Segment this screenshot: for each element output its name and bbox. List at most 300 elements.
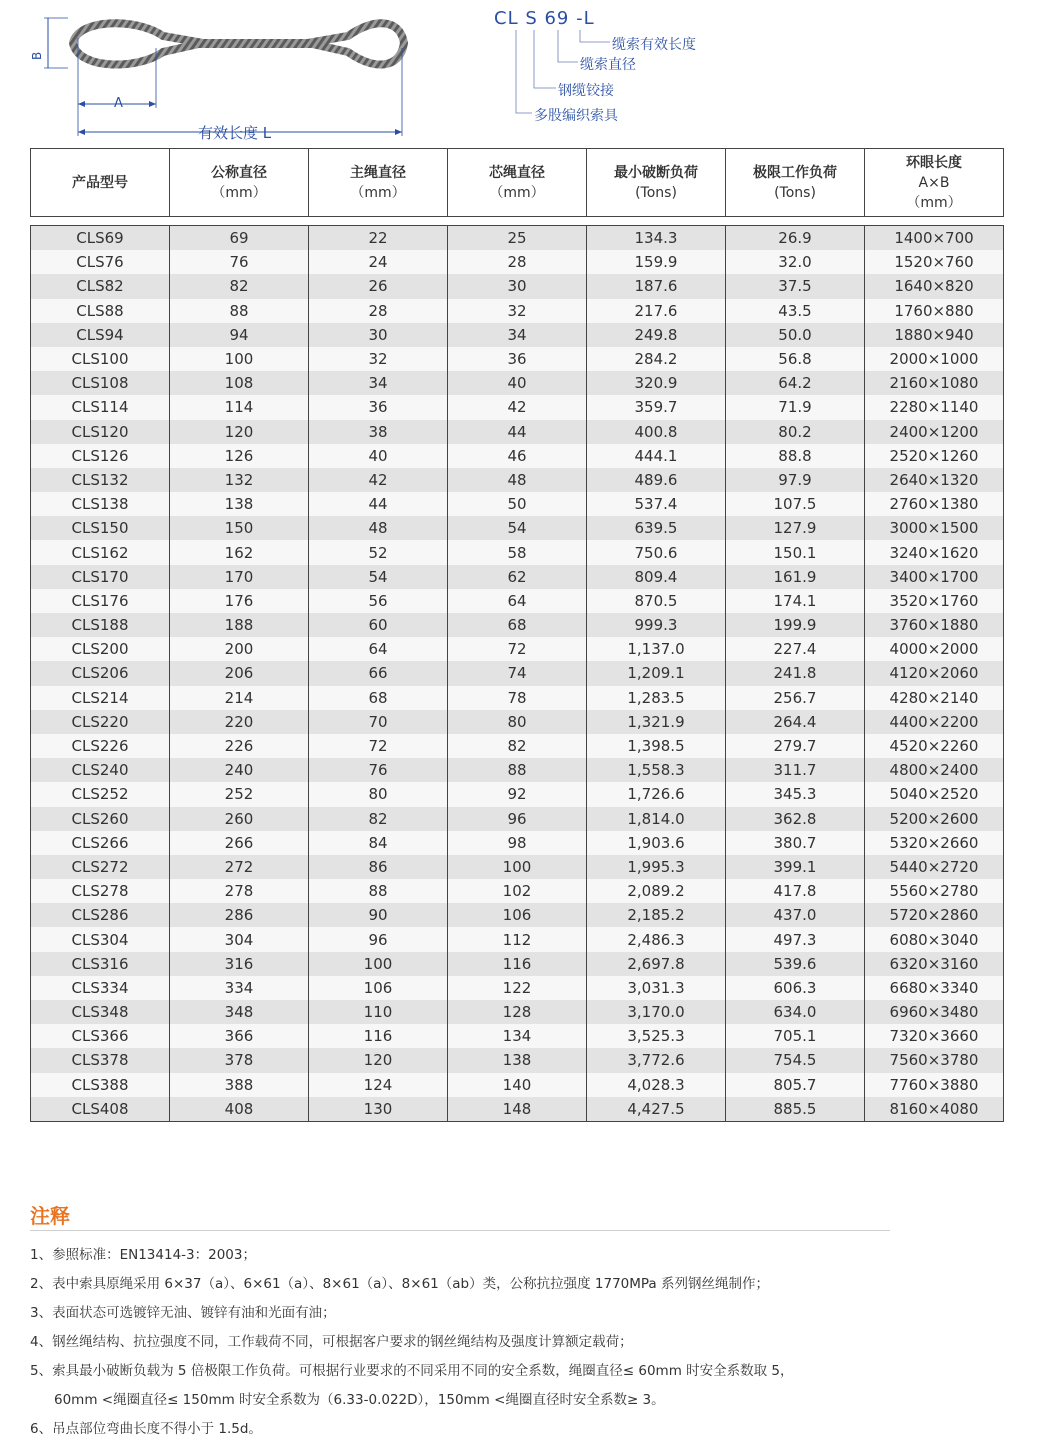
table-cell: CLS100 — [31, 347, 170, 371]
table-row — [31, 637, 1004, 661]
table-row — [31, 1048, 1004, 1072]
table-cell: 127.9 — [726, 516, 865, 540]
table-cell: 42 — [309, 468, 448, 492]
table-cell: 7320×3660 — [865, 1024, 1004, 1048]
table-cell: 43.5 — [726, 299, 865, 323]
table-row — [31, 879, 1004, 903]
table-cell: 54 — [448, 516, 587, 540]
table-cell: 48 — [309, 516, 448, 540]
table-cell: 34 — [448, 323, 587, 347]
table-cell: CLS94 — [31, 323, 170, 347]
table-cell: 134.3 — [587, 226, 726, 251]
table-cell: 37.5 — [726, 274, 865, 298]
table-cell: 82 — [309, 807, 448, 831]
table-cell: 97.9 — [726, 468, 865, 492]
legend-item-braided-sling: 多股编织索具 — [534, 108, 618, 124]
model-code: CL S 69 -L — [494, 8, 595, 29]
table-cell: 46 — [448, 444, 587, 468]
table-cell: 226 — [170, 734, 309, 758]
note-item-continuation: 60mm <绳圈直径≤ 150mm 时安全系数为（6.33-0.022D），150mm <绳圈直径时安全系数≥ 3。 — [54, 1392, 665, 1408]
table-cell: 870.5 — [587, 589, 726, 613]
table-cell: 334 — [170, 976, 309, 1000]
table-cell: 1880×940 — [865, 323, 1004, 347]
table-cell: 108 — [170, 371, 309, 395]
table-row — [31, 347, 1004, 371]
table-cell: CLS82 — [31, 274, 170, 298]
table-cell: 84 — [309, 831, 448, 855]
table-cell: CLS378 — [31, 1048, 170, 1072]
table-row — [31, 299, 1004, 323]
table-cell: 220 — [170, 710, 309, 734]
table-cell: 1640×820 — [865, 274, 1004, 298]
table-cell: 2000×1000 — [865, 347, 1004, 371]
table-cell: 112 — [448, 927, 587, 951]
table-cell: 200 — [170, 637, 309, 661]
table-cell: 100 — [309, 952, 448, 976]
table-cell: 2520×1260 — [865, 444, 1004, 468]
table-cell: 116 — [309, 1024, 448, 1048]
header-eye-length: 环眼长度 A×B （mm） — [865, 149, 1004, 217]
table-cell: 1,558.3 — [587, 758, 726, 782]
table-cell: CLS334 — [31, 976, 170, 1000]
table-cell: 1,398.5 — [587, 734, 726, 758]
table-cell: 52 — [309, 540, 448, 564]
table-cell: 5040×2520 — [865, 782, 1004, 806]
table-cell: 100 — [448, 855, 587, 879]
table-cell: 40 — [448, 371, 587, 395]
table-row — [31, 371, 1004, 395]
table-row — [31, 250, 1004, 274]
table-cell: 6320×3160 — [865, 952, 1004, 976]
table-cell: 388 — [170, 1073, 309, 1097]
table-cell: 279.7 — [726, 734, 865, 758]
table-row — [31, 686, 1004, 710]
table-cell: 2160×1080 — [865, 371, 1004, 395]
table-row — [31, 589, 1004, 613]
table-cell: 64 — [448, 589, 587, 613]
table-cell: 240 — [170, 758, 309, 782]
table-cell: 174.1 — [726, 589, 865, 613]
table-cell: 62 — [448, 565, 587, 589]
table-cell: 130 — [309, 1097, 448, 1122]
table-cell: CLS252 — [31, 782, 170, 806]
table-cell: 260 — [170, 807, 309, 831]
table-cell: 25 — [448, 226, 587, 251]
table-cell: 286 — [170, 903, 309, 927]
legend-item-diameter: 缆索直径 — [580, 57, 636, 73]
table-cell: 5560×2780 — [865, 879, 1004, 903]
table-cell: CLS200 — [31, 637, 170, 661]
table-row — [31, 613, 1004, 637]
table-cell: 82 — [170, 274, 309, 298]
note-item: 5、索具最小破断负载为 5 倍极限工作负荷。可根据行业要求的不同采用不同的安全系数，绳圈直径≤ 60mm 时安全系数取 5， — [30, 1363, 794, 1379]
table-cell: CLS266 — [31, 831, 170, 855]
table-cell: 60 — [309, 613, 448, 637]
table-cell: 4520×2260 — [865, 734, 1004, 758]
table-cell: CLS176 — [31, 589, 170, 613]
table-cell: 116 — [448, 952, 587, 976]
table-cell: 80 — [448, 710, 587, 734]
table-cell: 86 — [309, 855, 448, 879]
table-cell: 316 — [170, 952, 309, 976]
table-cell: 96 — [309, 927, 448, 951]
header-core-rope-diameter: 芯绳直径 （mm） — [448, 149, 587, 217]
table-cell: 56 — [309, 589, 448, 613]
table-cell: 28 — [448, 250, 587, 274]
legend-item-effective-length: 缆索有效长度 — [612, 37, 696, 53]
table-cell: 8160×4080 — [865, 1097, 1004, 1122]
table-cell: 2,185.2 — [587, 903, 726, 927]
dimension-b-label: B — [30, 51, 44, 60]
table-cell: 34 — [309, 371, 448, 395]
table-cell: 999.3 — [587, 613, 726, 637]
table-cell: 80 — [309, 782, 448, 806]
table-cell: CLS278 — [31, 879, 170, 903]
table-cell: 3,525.3 — [587, 1024, 726, 1048]
table-cell: CLS150 — [31, 516, 170, 540]
table-cell: 36 — [309, 395, 448, 419]
table-cell: 68 — [448, 613, 587, 637]
table-cell: 88.8 — [726, 444, 865, 468]
table-cell: 28 — [309, 299, 448, 323]
table-cell: 66 — [309, 661, 448, 685]
table-cell: 539.6 — [726, 952, 865, 976]
table-cell: 122 — [448, 976, 587, 1000]
table-cell: 98 — [448, 831, 587, 855]
table-cell: 32 — [448, 299, 587, 323]
table-cell: 80.2 — [726, 420, 865, 444]
table-cell: 102 — [448, 879, 587, 903]
table-cell: 96 — [448, 807, 587, 831]
table-row — [31, 1073, 1004, 1097]
table-row — [31, 782, 1004, 806]
table-cell: 5720×2860 — [865, 903, 1004, 927]
table-row — [31, 274, 1004, 298]
table-cell: 170 — [170, 565, 309, 589]
table-cell: 348 — [170, 1000, 309, 1024]
table-cell: 70 — [309, 710, 448, 734]
table-row — [31, 565, 1004, 589]
table-cell: CLS76 — [31, 250, 170, 274]
table-cell: 1,321.9 — [587, 710, 726, 734]
table-cell: 76 — [309, 758, 448, 782]
table-body — [31, 217, 1004, 1122]
table-cell: 606.3 — [726, 976, 865, 1000]
table-cell: 3,170.0 — [587, 1000, 726, 1024]
table-cell: 241.8 — [726, 661, 865, 685]
table-cell: 3,772.6 — [587, 1048, 726, 1072]
table-cell: 266 — [170, 831, 309, 855]
table-cell: 162 — [170, 540, 309, 564]
table-row — [31, 444, 1004, 468]
table-cell: 150 — [170, 516, 309, 540]
table-cell: 437.0 — [726, 903, 865, 927]
table-cell: 497.3 — [726, 927, 865, 951]
table-row — [31, 831, 1004, 855]
table-cell: CLS69 — [31, 226, 170, 251]
table-cell: 399.1 — [726, 855, 865, 879]
table-cell: 2,486.3 — [587, 927, 726, 951]
table-cell: CLS114 — [31, 395, 170, 419]
table-cell: 256.7 — [726, 686, 865, 710]
note-item: 2、表中索具原绳采用 6×37（a）、6×61（a）、8×61（a）、8×61（ab）类，公称抗拉强度 1770MPa 系列钢丝绳制作； — [30, 1276, 769, 1292]
table-cell: 1,814.0 — [587, 807, 726, 831]
table-cell: 88 — [448, 758, 587, 782]
table-cell: 4000×2000 — [865, 637, 1004, 661]
table-cell: 56.8 — [726, 347, 865, 371]
table-cell: 30 — [309, 323, 448, 347]
table-row — [31, 492, 1004, 516]
sling-illustration — [28, 8, 428, 140]
table-cell: 278 — [170, 879, 309, 903]
table-cell: 537.4 — [587, 492, 726, 516]
table-cell: CLS260 — [31, 807, 170, 831]
table-cell: 159.9 — [587, 250, 726, 274]
table-cell: 100 — [170, 347, 309, 371]
table-cell: CLS120 — [31, 420, 170, 444]
table-cell: 106 — [309, 976, 448, 1000]
table-cell: CLS286 — [31, 903, 170, 927]
header-nominal-diameter: 公称直径 （mm） — [170, 149, 309, 217]
table-cell: 4400×2200 — [865, 710, 1004, 734]
table-header — [31, 149, 1004, 217]
table-cell: CLS188 — [31, 613, 170, 637]
table-cell: 284.2 — [587, 347, 726, 371]
table-row — [31, 807, 1004, 831]
table-cell: 22 — [309, 226, 448, 251]
table-row — [31, 855, 1004, 879]
table-cell: CLS132 — [31, 468, 170, 492]
table-cell: 639.5 — [587, 516, 726, 540]
table-cell: 489.6 — [587, 468, 726, 492]
table-cell: 7560×3780 — [865, 1048, 1004, 1072]
table-cell: 214 — [170, 686, 309, 710]
table-cell: 94 — [170, 323, 309, 347]
table-cell: 176 — [170, 589, 309, 613]
table-cell: 32 — [309, 347, 448, 371]
table-cell: 408 — [170, 1097, 309, 1122]
table-cell: 64.2 — [726, 371, 865, 395]
table-cell: 88 — [309, 879, 448, 903]
table-cell: 444.1 — [587, 444, 726, 468]
table-cell: 50 — [448, 492, 587, 516]
table-cell: 3,031.3 — [587, 976, 726, 1000]
table-row — [31, 734, 1004, 758]
table-cell: 40 — [309, 444, 448, 468]
table-cell: 885.5 — [726, 1097, 865, 1122]
table-cell: 78 — [448, 686, 587, 710]
table-cell: CLS214 — [31, 686, 170, 710]
table-cell: CLS316 — [31, 952, 170, 976]
table-row — [31, 952, 1004, 976]
table-cell: 345.3 — [726, 782, 865, 806]
table-cell: 1,726.6 — [587, 782, 726, 806]
table-cell: CLS304 — [31, 927, 170, 951]
table-cell: 199.9 — [726, 613, 865, 637]
model-code-legend — [490, 6, 750, 136]
table-cell: 1520×760 — [865, 250, 1004, 274]
table-cell: 366 — [170, 1024, 309, 1048]
table-cell: 3240×1620 — [865, 540, 1004, 564]
table-cell: 3520×1760 — [865, 589, 1004, 613]
notes-divider — [30, 1230, 890, 1231]
table-cell: CLS88 — [31, 299, 170, 323]
legend-item-hinge: 钢缆铰接 — [558, 83, 614, 99]
table-cell: 378 — [170, 1048, 309, 1072]
table-cell: 2,089.2 — [587, 879, 726, 903]
table-cell: 124 — [309, 1073, 448, 1097]
table-cell: 2640×1320 — [865, 468, 1004, 492]
table-cell: 114 — [170, 395, 309, 419]
table-cell: 88 — [170, 299, 309, 323]
table-cell: CLS226 — [31, 734, 170, 758]
table-cell: 1,137.0 — [587, 637, 726, 661]
table-cell: 1,995.3 — [587, 855, 726, 879]
table-cell: CLS126 — [31, 444, 170, 468]
table-cell: 187.6 — [587, 274, 726, 298]
table-cell: 32.0 — [726, 250, 865, 274]
notes-section — [30, 1200, 910, 1444]
effective-length-label: 有效长度 L — [198, 124, 272, 142]
table-row — [31, 540, 1004, 564]
table-cell: 6960×3480 — [865, 1000, 1004, 1024]
table-row — [31, 395, 1004, 419]
table-cell: 1,283.5 — [587, 686, 726, 710]
table-cell: 4,028.3 — [587, 1073, 726, 1097]
table-row — [31, 758, 1004, 782]
header-main-rope-diameter: 主绳直径 （mm） — [309, 149, 448, 217]
note-item: 6、吊点部位弯曲长度不得小于 1.5d。 — [30, 1421, 262, 1437]
table-cell: 92 — [448, 782, 587, 806]
table-cell: 26.9 — [726, 226, 865, 251]
table-cell: 2,697.8 — [587, 952, 726, 976]
table-cell: 634.0 — [726, 1000, 865, 1024]
table-cell: 54 — [309, 565, 448, 589]
note-item: 1、参照标准：EN13414-3：2003； — [30, 1247, 256, 1263]
table-cell: 4,427.5 — [587, 1097, 726, 1122]
header-working-load-limit: 极限工作负荷 (Tons) — [726, 149, 865, 217]
table-cell: 754.5 — [726, 1048, 865, 1072]
table-cell: CLS108 — [31, 371, 170, 395]
table-cell: 48 — [448, 468, 587, 492]
table-cell: 1760×880 — [865, 299, 1004, 323]
table-cell: 249.8 — [587, 323, 726, 347]
table-cell: 128 — [448, 1000, 587, 1024]
table-cell: 705.1 — [726, 1024, 865, 1048]
table-cell: 2400×1200 — [865, 420, 1004, 444]
table-cell: 138 — [448, 1048, 587, 1072]
table-cell: 2760×1380 — [865, 492, 1004, 516]
table-cell: 58 — [448, 540, 587, 564]
table-cell: 304 — [170, 927, 309, 951]
table-cell: 1400×700 — [865, 226, 1004, 251]
notes-title: 注释 — [30, 1204, 70, 1228]
table-cell: 106 — [448, 903, 587, 927]
table-cell: 44 — [448, 420, 587, 444]
table-cell: 30 — [448, 274, 587, 298]
table-cell: 38 — [309, 420, 448, 444]
table-cell: 1,209.1 — [587, 661, 726, 685]
table-cell: 750.6 — [587, 540, 726, 564]
table-row — [31, 710, 1004, 734]
table-cell: 148 — [448, 1097, 587, 1122]
table-cell: 110 — [309, 1000, 448, 1024]
table-cell: 161.9 — [726, 565, 865, 589]
table-cell: 120 — [309, 1048, 448, 1072]
note-item: 4、钢丝绳结构、抗拉强度不同，工作载荷不同，可根据客户要求的钢丝绳结构及强度计算额定载荷； — [30, 1334, 633, 1350]
table-cell: CLS170 — [31, 565, 170, 589]
table-cell: 72 — [448, 637, 587, 661]
table-row — [31, 1000, 1004, 1024]
table-cell: 42 — [448, 395, 587, 419]
table-cell: 227.4 — [726, 637, 865, 661]
table-row — [31, 1024, 1004, 1048]
table-cell: CLS272 — [31, 855, 170, 879]
table-cell: CLS388 — [31, 1073, 170, 1097]
table-cell: 76 — [170, 250, 309, 274]
table-cell: 6080×3040 — [865, 927, 1004, 951]
table-cell: 3400×1700 — [865, 565, 1004, 589]
table-cell: 5440×2720 — [865, 855, 1004, 879]
table-row — [31, 516, 1004, 540]
dimension-a-label: A — [114, 96, 123, 111]
table-cell: 380.7 — [726, 831, 865, 855]
note-item: 3、表面状态可选镀锌无油、镀锌有油和光面有油； — [30, 1305, 336, 1321]
table-cell: 71.9 — [726, 395, 865, 419]
table-cell: 4120×2060 — [865, 661, 1004, 685]
table-row — [31, 226, 1004, 251]
table-row — [31, 927, 1004, 951]
table-cell: 120 — [170, 420, 309, 444]
table-row — [31, 661, 1004, 685]
table-cell: 206 — [170, 661, 309, 685]
table-cell: 72 — [309, 734, 448, 758]
table-cell: 134 — [448, 1024, 587, 1048]
table-cell: 4280×2140 — [865, 686, 1004, 710]
table-cell: 132 — [170, 468, 309, 492]
table-cell: 82 — [448, 734, 587, 758]
table-cell: CLS138 — [31, 492, 170, 516]
table-cell: CLS162 — [31, 540, 170, 564]
table-row — [31, 903, 1004, 927]
table-cell: CLS240 — [31, 758, 170, 782]
table-cell: 90 — [309, 903, 448, 927]
table-cell: 311.7 — [726, 758, 865, 782]
table-cell: 272 — [170, 855, 309, 879]
table-cell: 2280×1140 — [865, 395, 1004, 419]
table-cell: 36 — [448, 347, 587, 371]
table-cell: 50.0 — [726, 323, 865, 347]
table-cell: 252 — [170, 782, 309, 806]
table-cell: 107.5 — [726, 492, 865, 516]
table-cell: 359.7 — [587, 395, 726, 419]
table-cell: CLS366 — [31, 1024, 170, 1048]
table-cell: 805.7 — [726, 1073, 865, 1097]
table-row — [31, 976, 1004, 1000]
table-cell: 138 — [170, 492, 309, 516]
table-cell: 140 — [448, 1073, 587, 1097]
table-cell: 7760×3880 — [865, 1073, 1004, 1097]
table-cell: 362.8 — [726, 807, 865, 831]
table-cell: 4800×2400 — [865, 758, 1004, 782]
table-cell: 5320×2660 — [865, 831, 1004, 855]
table-cell: CLS348 — [31, 1000, 170, 1024]
table-cell: 809.4 — [587, 565, 726, 589]
table-cell: 68 — [309, 686, 448, 710]
table-cell: 126 — [170, 444, 309, 468]
table-cell: 3000×1500 — [865, 516, 1004, 540]
table-cell: 217.6 — [587, 299, 726, 323]
